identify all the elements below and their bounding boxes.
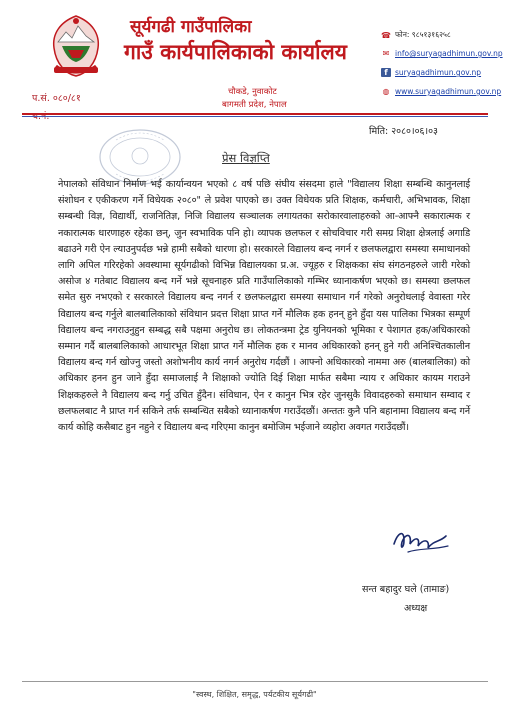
facebook-icon: f [381, 68, 391, 77]
reference-block [32, 90, 81, 126]
contact-phone [381, 30, 451, 40]
header-divider-red [22, 113, 488, 115]
handwritten-signature [390, 524, 452, 560]
address-line-1: चौकडे, नुवाकोट [228, 87, 277, 97]
letter-date: मिति: २०८०।०६।०३ [369, 126, 438, 137]
contact-facebook [381, 68, 481, 77]
contact-web [381, 87, 501, 96]
footer-slogan: "स्वस्थ, शिक्षित, समृद्ध, पर्यटकीय सूर्यगढी" [192, 690, 317, 699]
dispatch-number [32, 108, 81, 126]
letter-number: प.सं. ०८०/८१ [32, 93, 81, 104]
address-line-2: बागमती प्रदेश, नेपाल [222, 100, 287, 110]
office-name: गाउँ कार्यपालिकाको कार्यालय [124, 40, 347, 64]
facebook-link[interactable]: suryagadhimun.gov.np [395, 68, 482, 77]
website-link[interactable]: www.suryagadhimun.gov.np [395, 87, 502, 96]
contact-email [381, 49, 503, 58]
email-link[interactable]: info@suryagadhimun.gov.np [395, 49, 503, 58]
press-release-body: नेपालको संविधान निर्माण भई कार्यान्वयन भएको ८ वर्ष पछि संघीय संसदमा हाले "विद्यालय शिक्षा सम्बन्धि कानुनलाई संशोधन र एकीकरण गर्ने विधेयक २०८०" ले प्रवेश पाएको छ। उक्त विधेयक प्रति शिक्षक, कर्मचारी, अभिभावक, शिक्षा सम्बन्धी विज्ञ, विद्यार्थी, राजनितिज्ञ, निजि विद्यालय सञ्चालक लगायतका सरोकारवालाहरुको आ-आफ्नै सकारात्मक र नकारात्मक धारणाहरु रहेका छन्, जुन स्वभाविक पनि हो। व्यापक छलफल र सोचविचार गरी समग्र शिक्षा क्षेत्रलाई अगाडि बढाउने गरी ऐन ल्याउनुपर्दछ भन्ने हामी सबैको धारणा हो। सरकारले विद्यालय बन्द नगर्न र छलफलद्वारा समस्या समाधानको लागि अपिल गरिरहेको अवस्थामा सूर्यगढीको विभिन्न विद्यालयका प्र.अ. ज्यूहरु र शिक्षकका संघ संगठनहरुले जारी गरेको असोज ४ गतेबाट विद्यालय बन्द गर्ने भन्ने सूचनाहरु प्रति गाउँपालिकाको गम्भिर ध्यानाकर्षण भएको छ। समस्या छलफल समेत सुरु नभएको र सरकारले विद्यालय बन्द नगर्न र छलफलद्वारा समस्या समाधान गर्न गरेको अनुरोधलाई वेवास्ता गरेर विद्यालय बन्द गर्नुले बालबालिकाको संविधान प्रदत्त शिक्षा प्राप्त गर्ने मौलिक हक हनन् हुने हुँदा यस पालिका भित्रका सम्पूर्ण विद्यालय बन्द नगराउनुहुन सम्बद्ध सबै पक्षमा अनुरोध छ। लोकतन्त्रमा ट्रेड युनियनको भूमिका र पेशागत हक/अधिकारको सम्मान गर्दै बालबालिकाको आधारभूत शिक्षा प्राप्त गर्ने मौलिक हक र मानव अधिकारको हनन् हुने गरी अनिश्चितकालीन विद्यालय बन्द गर्न खोज्नु जस्तो अशोभनीय कार्य नगर्न अनुरोध गर्दछौं । आफ्नो अधिकारको नाममा अरु (बालबालिका) को अधिकार हनन हुन जाने हुँदा समाजलाई नै शिक्षाको ज्योति दिई शिक्षा मार्फत सबैमा न्याय र अधिकार कायम गराउने शिक्षकहरुले नै विद्यालय बन्द गर्नु उचित हुँदैन। संविधान, ऐन र कानुन भित्र रहेर जुनसुकै विवादहरुको समाधान सम्वाद र छलफलबाट नै प्राप्त गर्न सकिने तर्फ सम्बन्धित सबैको ध्यानाकर्षण गराउँदछौं। अन्ततः कुनै पनि बहानामा विद्यालय बन्द गर्ने कार्य कोहि कसैबाट हुन नहुने र विद्यालय बन्द गरिएमा कानुन बमोजिम भईजाने व्यहोरा अवगत गराउँदछौं। [58, 179, 470, 434]
signer-title: अध्यक्ष [404, 603, 428, 614]
phone-text: फोन: ९८५१३१६२५८ [395, 30, 451, 39]
signer-name: सन्त बहादुर घले (तामाङ) [362, 584, 450, 595]
nepal-emblem-logo [46, 12, 106, 80]
web-icon: ◍ [382, 87, 390, 96]
mail-icon: ✉ [382, 49, 390, 58]
header-divider-blue [22, 116, 488, 117]
phone-icon: ☎ [381, 30, 391, 40]
municipality-name: सूर्यगढी गाउँपालिका [130, 17, 252, 37]
footer-divider [22, 681, 488, 682]
press-release-heading: प्रेस विज्ञप्ति [222, 151, 270, 165]
